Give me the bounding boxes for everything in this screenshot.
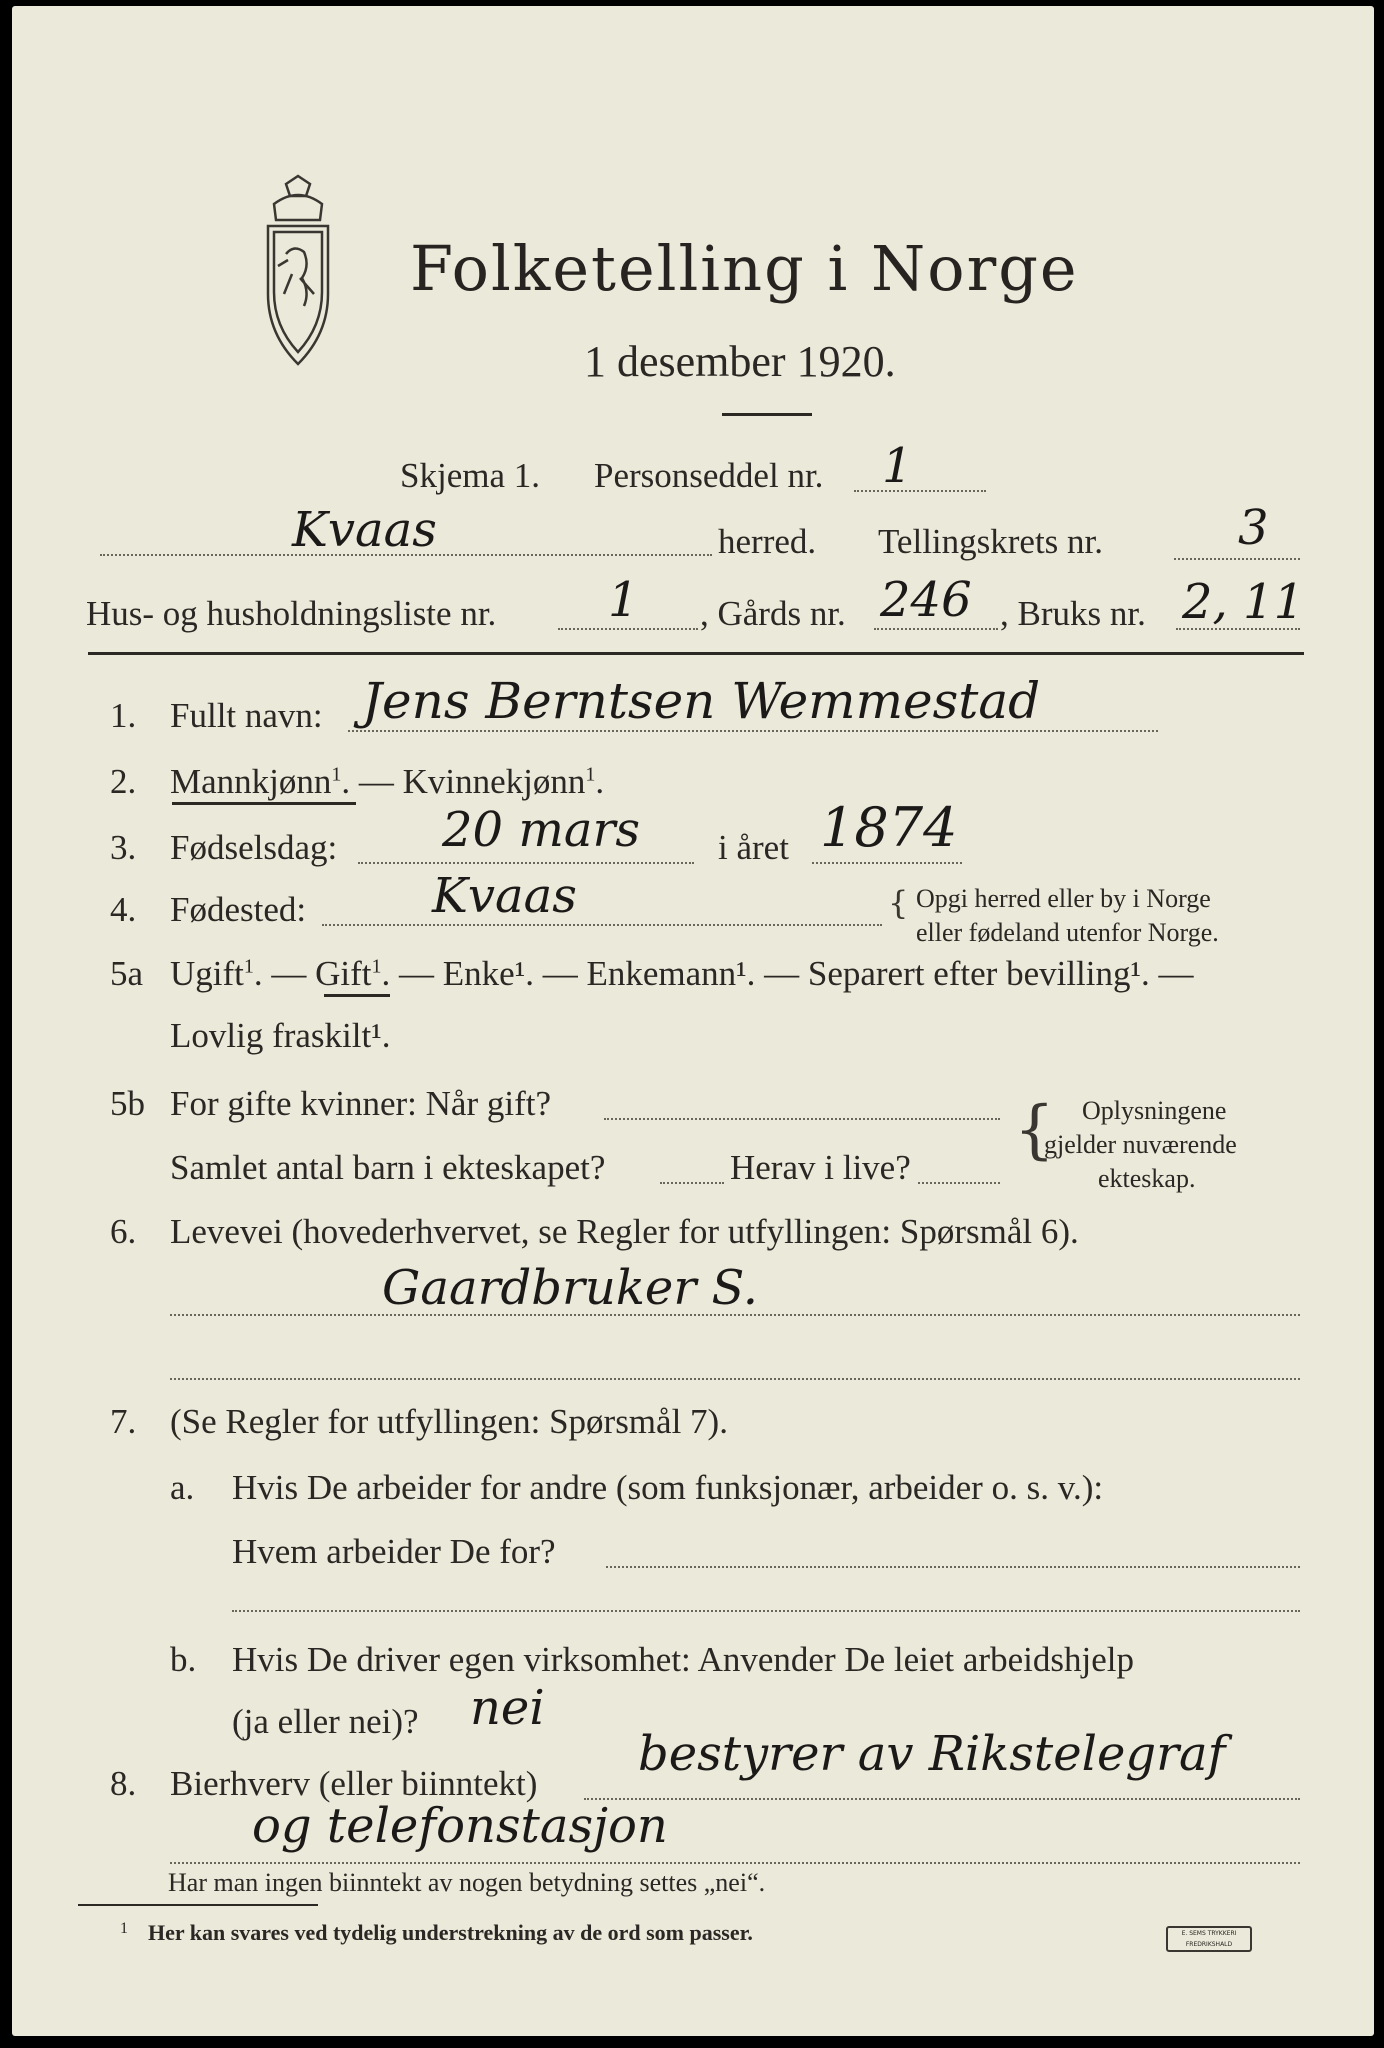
q4-note-line2: eller fødeland utenfor Norge. (916, 918, 1219, 947)
q2-end: . (595, 762, 605, 801)
q5b-living-line (918, 1182, 1000, 1184)
herred-label: herred. (718, 522, 817, 561)
herred-value: Kvaas (292, 502, 437, 558)
q5b-note2: gjelder nuværende (1044, 1130, 1237, 1159)
q5b-note3: ekteskap. (1098, 1164, 1196, 1193)
q1-label: Fullt navn: (170, 696, 323, 735)
q8-line1 (584, 1798, 1300, 1800)
birth-date-value: 20 mars (442, 802, 641, 858)
husliste-label: Hus- og husholdningsliste nr. (86, 594, 497, 633)
year-label: i året (718, 828, 789, 867)
tellingskrets-line (1174, 558, 1300, 560)
q6-line2 (170, 1378, 1300, 1380)
q2-male-option: Mannkjønn (170, 762, 332, 801)
q8-line2 (170, 1862, 1300, 1864)
q2-female-option: Kvinnekjønn (402, 762, 586, 801)
q5b-married-line (604, 1118, 1000, 1120)
header-separator (88, 652, 1304, 655)
q2-options (170, 762, 604, 802)
q7b-number: b. (170, 1640, 197, 1679)
q5b-number: 5b (110, 1084, 145, 1123)
q5b-line2a: Samlet antal barn i ekteskapet? (170, 1148, 606, 1187)
husliste-value: 1 (608, 572, 639, 628)
q5b-note1: Oplysningene (1082, 1096, 1227, 1125)
q4-label: Fødested: (170, 890, 307, 929)
footnote-text: Her kan svares ved tydelig understrekning av de ord som passer. (148, 1920, 753, 1945)
gards-value: 246 (880, 572, 972, 628)
q5b-children-line (660, 1182, 724, 1184)
q5a-options (170, 954, 1194, 994)
tellingskrets-value: 3 (1238, 500, 1269, 556)
census-form-page (12, 6, 1374, 2036)
q8-note: Har man ingen biinntekt av nogen betydning settes „nei“. (168, 1868, 766, 1897)
personseddel-line (854, 490, 986, 492)
q4-number: 4. (110, 890, 137, 929)
birth-year-value: 1874 (820, 796, 958, 859)
q1-line (348, 730, 1158, 732)
personseddel-value: 1 (882, 438, 913, 494)
q7b-line2: (ja eller nei)? (232, 1702, 419, 1741)
q2-male-footnote: 1 (331, 763, 342, 786)
q7a-number: a. (170, 1468, 195, 1507)
q6-label: Levevei (hovederhvervet, se Regler for utfyllingen: Spørsmål 6). (170, 1212, 1079, 1251)
q8-number: 8. (110, 1764, 137, 1803)
q7b-line1: Hvis De driver egen virksomhet: Anvender De leiet arbeidshjelp (232, 1640, 1134, 1679)
q2-female-footnote: 1 (585, 763, 596, 786)
gards-line (874, 628, 998, 630)
bruks-value: 2, 11 (1182, 574, 1305, 630)
footnote-rule (78, 1904, 318, 1906)
coat-of-arms-icon (248, 174, 348, 374)
q5a-ugift: Ugift (170, 954, 244, 993)
q4-bracket: { (888, 884, 909, 922)
q6-number: 6. (110, 1212, 137, 1251)
q7a-line (606, 1566, 1300, 1568)
q5a-ugift-footnote: 1 (243, 955, 254, 978)
q1-full-name: Jens Berntsen Wemmestad (362, 672, 1041, 730)
q7a-line2: Hvem arbeider De for? (232, 1532, 556, 1571)
q7-number: 7. (110, 1402, 137, 1441)
q7a-line1: Hvis De arbeider for andre (som funksjonær, arbeider o. s. v.): (232, 1468, 1104, 1507)
q3-line (358, 862, 694, 864)
form-title: Folketelling i Norge (410, 232, 1079, 305)
census-date: 1 desember 1920. (584, 337, 896, 386)
q5a-gift: Gift (315, 954, 372, 993)
q7-label: (Se Regler for utfyllingen: Spørsmål 7). (170, 1402, 728, 1441)
q2-number: 2. (110, 762, 137, 801)
q5b-line2b: Herav i live? (730, 1148, 911, 1187)
tellingskrets-label: Tellingskrets nr. (878, 522, 1104, 561)
gift-underline (324, 994, 390, 997)
q5a-rest: . — Enke¹. — Enkemann¹. — Separert efter bevilling¹. — (381, 954, 1194, 993)
male-underline (172, 802, 356, 805)
q4-note-line1: Opgi herred eller by i Norge (916, 884, 1211, 913)
title-divider (722, 413, 812, 416)
gards-label: , Gårds nr. (700, 594, 846, 633)
q3-label: Fødselsdag: (170, 828, 338, 867)
q5a-number: 5a (110, 954, 144, 993)
q5a-line2: Lovlig fraskilt¹. (170, 1016, 391, 1055)
q5b-bracket: { (1014, 1093, 1055, 1167)
q8-value-line1: bestyrer av Rikstelegraf (638, 1726, 1226, 1782)
birthplace-value: Kvaas (432, 868, 577, 924)
husliste-line (558, 628, 698, 630)
occupation-value: Gaardbruker S. (382, 1260, 758, 1316)
bruks-label: , Bruks nr. (1000, 594, 1146, 633)
q8-value-line2: og telefonstasjon (252, 1798, 668, 1854)
schema-label: Skjema 1. (400, 456, 540, 495)
q5a-gift-footnote: 1 (371, 955, 382, 978)
q7b-value: nei (470, 1680, 545, 1736)
q1-number: 1. (110, 696, 137, 735)
q5a-sep: . — (253, 954, 316, 993)
footnote-mark: 1 (120, 1920, 128, 1937)
q4-line (322, 924, 882, 926)
q7a-extra-line (232, 1610, 1300, 1612)
printer-stamp: E. SEMS TRYKKERI FREDRIKSHALD (1166, 1926, 1252, 1952)
q5b-line1: For gifte kvinner: Når gift? (170, 1084, 552, 1123)
personseddel-label: Personseddel nr. (594, 456, 824, 495)
year-line (812, 862, 962, 864)
q3-number: 3. (110, 828, 137, 867)
q8-label: Bierhverv (eller biinntekt) (170, 1764, 538, 1803)
q2-separator: . — (341, 762, 403, 801)
